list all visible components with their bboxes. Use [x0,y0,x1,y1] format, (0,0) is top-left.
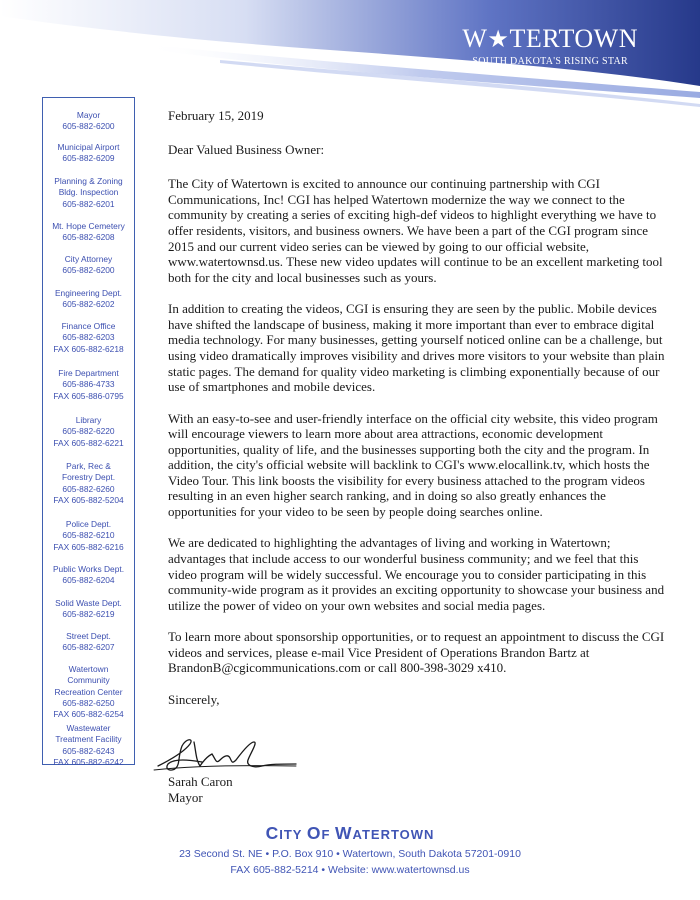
letter-paragraph: To learn more about sponsorship opportunities, or to request an appointment to discuss the CGI videos and services, please e-mail Vice President of Operations Brandon Bartz at BrandonB@cgicommunications.com or call 800-398-3029 x410. [168,629,665,676]
footer-address: 23 Second St. NE • P.O. Box 910 • Watertown, South Dakota 57201-0910 [179,848,521,860]
department-entry [43,519,134,553]
department-line: FAX 605-882-6216 [53,541,124,552]
department-name: Mt. Hope Cemetery [52,221,125,231]
department-line: 605-882-6201 [62,198,115,209]
department-line: 605-882-6208 [62,232,115,243]
department-entry [43,368,134,402]
department-line: Forestry Dept. [61,472,116,483]
department-line: 605-882-6260 [62,483,115,494]
department-line: 605-882-6207 [62,642,115,653]
signer-block [168,774,233,805]
department-line: 605-882-6200 [62,121,115,132]
department-name: Street Dept. [66,631,111,641]
department-entry [43,631,134,654]
department-name: Watertown [68,664,109,674]
department-line: 605-882-6202 [62,299,115,310]
letter-paragraph: We are dedicated to highlighting the advantages of living and working in Watertown; advantages that include access to our wonderful business community; and we feel that this video program will be widely successful. We encourage you to consider participating in this community-wide program as it provides an exciting opportunity to showcase your business and utilize the power of video on your own websites and social media pages. [168,535,665,613]
department-line: 605-882-6200 [62,265,115,276]
department-name: Park, Rec & [66,461,111,471]
department-directory [42,97,135,765]
department-entry [43,288,134,311]
department-name: Fire Department [58,368,119,378]
department-name: Municipal Airport [57,142,120,152]
department-line: 605-882-6209 [62,153,115,164]
department-line: 605-886-4733 [62,379,115,390]
department-name: Wastewater [66,723,111,733]
department-name: Mayor [76,110,101,120]
department-line: 605-882-6219 [62,609,115,620]
department-entry [43,723,134,768]
department-line: 605-882-6243 [62,745,115,756]
letter-closing: Sincerely, [168,691,220,707]
department-line: FAX 605-882-6218 [53,343,124,354]
department-line: FAX 605-882-6221 [53,437,124,448]
department-entry [43,415,134,449]
department-line: Bldg. Inspection [58,187,119,198]
footer-city-title: CITY OF WATERTOWN [265,823,435,843]
department-line: 605-882-6250 [62,697,115,708]
logo-tagline: SOUTH DAKOTA'S RISING STAR [472,56,628,67]
letterhead-footer [0,823,700,876]
footer-contact: FAX 605-882-5214 • Website: www.watertownsd.us [230,864,470,876]
handwritten-signature [150,730,300,776]
department-entry [43,221,134,244]
department-entry [43,664,134,720]
signer-title: Mayor [168,789,203,805]
letter-salutation: Dear Valued Business Owner: [168,141,325,157]
department-name: City Attorney [64,254,113,264]
letter-paragraph: The City of Watertown is excited to announce our continuing partnership with CGI Communications, Inc! CGI has helped Watertown modernize the way we connect to the community by creating a series of exciting high-def videos to highlight everything we have to offer residents, visitors, and business owners. We have been a part of the CGI program since 2015 and our current video series can be viewed by going to our official website, www.watertownsd.us. These new video updates will continue to be an excellent marketing tool both for the city and local businesses such as yours. [168,176,663,285]
department-entry [43,461,134,506]
department-line: FAX 605-882-6254 [53,709,124,720]
department-entry [43,110,134,133]
department-entry [43,564,134,587]
department-line: 605-882-6210 [62,530,115,541]
department-line: Recreation Center [54,686,123,697]
signer-name: Sarah Caron [168,774,233,789]
department-entry [43,142,134,165]
department-name: Police Dept. [65,519,112,529]
department-name: Solid Waste Dept. [55,598,122,608]
department-name: Library [75,415,102,425]
watertown-logo [462,24,638,67]
department-name: Engineering Dept. [54,288,123,298]
department-line: FAX 605-886-0795 [53,390,124,401]
department-line: Treatment Facility [55,734,122,745]
logo-wordmark [462,24,638,55]
letter-date: February 15, 2019 [168,108,264,123]
department-entry [43,176,134,210]
department-line: 605-882-6203 [62,332,115,343]
department-line: 605-882-6220 [62,426,115,437]
department-line: FAX 605-882-6242 [53,756,124,767]
letter-body [168,108,668,711]
department-entry [43,321,134,355]
department-name: Planning & Zoning [54,176,123,186]
department-line: 605-882-6204 [62,575,115,586]
logo-name-text: W★TERTOWN [462,24,638,53]
department-line: FAX 605-882-5204 [53,494,124,505]
logo-star-icon: ★ [487,27,510,53]
letter-paragraph: With an easy-to-see and user-friendly interface on the official city website, this video program will encourage viewers to learn more about area attractions, economic development opportunities, quality of life, and the businesses supporting both the city and the program. In addition, the city's official website will backlink to CGI's www.elocallink.tv, which hosts the Video Tour. This link boosts the visibility for every business attached to the program videos resulting in an even higher search ranking, and in doing so also greatly enhances the opportunities for your video to be seen by people doing searches online. [168,410,658,520]
letter-paragraph: In addition to creating the videos, CGI is ensuring they are seen by the public. Mobile devices have shifted the landscape of business, making it more important than ever to embrace digital media technology. For many businesses, getting yourself noticed online can be a challenge, but using video dramatically improves visibility and drives more visitors to your website than plain static pages. The demand for quality video marketing is climbing exponentially because of our use of smartphones and mobile devices. [168,301,665,395]
department-name: Public Works Dept. [52,564,125,574]
department-line: Community [67,675,110,686]
department-entry [43,254,134,277]
department-entry [43,598,134,621]
department-name: Finance Office [61,321,116,331]
